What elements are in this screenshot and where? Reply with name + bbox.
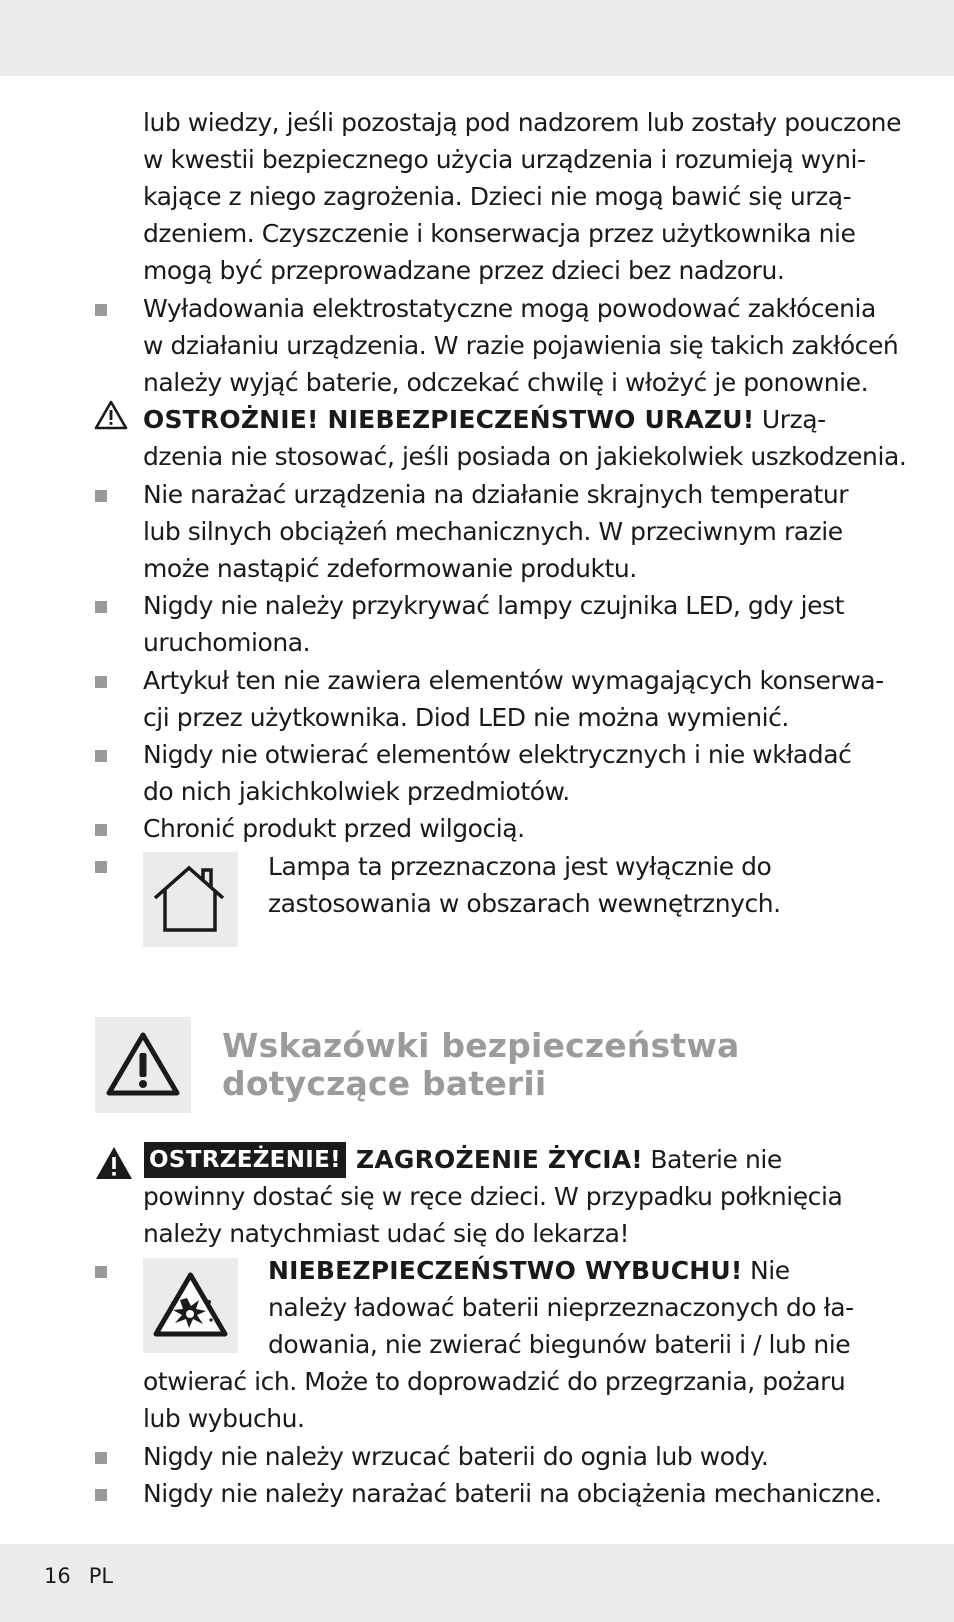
explosion-text-line: dowania, nie zwierać biegunów baterii i / lub nie <box>268 1330 851 1359</box>
warning-triangle-icon <box>95 1146 133 1180</box>
bullet-marker <box>95 824 107 836</box>
temp-line: może nastąpić zdeformowanie produktu. <box>143 554 637 583</box>
mech-line: Nigdy nie należy narażać baterii na obciążenia mechaniczne. <box>143 1479 882 1508</box>
section-heading: Wskazówki bezpieczeństwa <box>222 1026 740 1065</box>
header-band <box>0 0 954 76</box>
warning-text-line: należy natychmiast udać się do lekarza! <box>143 1219 630 1248</box>
caution-tail: Urzą- <box>754 405 826 434</box>
explosion-text-line: należy ładować baterii nieprzeznaczonych do ła- <box>268 1293 854 1322</box>
esd-line: należy wyjąć baterie, odczekać chwilę i włożyć je ponownie. <box>143 368 869 397</box>
bullet-marker <box>95 1266 107 1278</box>
warning-triangle-icon <box>94 400 128 430</box>
bullet-marker <box>95 1452 107 1464</box>
caution-line: dzenia nie stosować, jeśli posiada on jakiekolwiek uszkodzenia. <box>143 442 907 471</box>
page-number: 16 <box>44 1564 71 1588</box>
temp-line: lub silnych obciążeń mechanicznych. W przeciwnym razie <box>143 517 843 546</box>
indoor-icon-box <box>143 852 238 947</box>
explosion-heading: NIEBEZPIECZEŃSTWO WYBUCHU! <box>268 1256 743 1285</box>
warning-text-line: powinny dostać się w ręce dzieci. W przypadku połknięcia <box>143 1182 843 1211</box>
explosion-icon <box>153 1272 228 1338</box>
open-line: Nigdy nie otwierać elementów elektrycznych i nie wkładać <box>143 740 852 769</box>
esd-line: w działaniu urządzenia. W razie pojawienia się takich zakłóceń <box>143 331 899 360</box>
esd-line: Wyładowania elektrostatyczne mogą powodować zakłócenia <box>143 294 876 323</box>
explosion-text-line: otwierać ich. Może to doprowadzić do przegrzania, pożaru <box>143 1367 846 1396</box>
house-icon <box>151 864 229 934</box>
intro-line: kające z niego zagrożenia. Dzieci nie mogą bawić się urzą- <box>143 182 852 211</box>
warning-triangle-icon <box>105 1031 181 1097</box>
open-line: do nich jakichkolwiek przedmiotów. <box>143 777 570 806</box>
page-footer <box>44 1564 113 1588</box>
cover-line: uruchomiona. <box>143 628 311 657</box>
bullet-marker <box>95 1489 107 1501</box>
bullet-marker <box>95 676 107 688</box>
bullet-marker <box>95 490 107 502</box>
bullet-marker <box>95 750 107 762</box>
intro-line: dzeniem. Czyszczenie i konserwacja przez użytkownika nie <box>143 219 856 248</box>
intro-line: mogą być przeprowadzane przez dzieci bez nadzoru. <box>143 256 785 285</box>
cover-line: Nigdy nie należy przykrywać lampy czujnika LED, gdy jest <box>143 591 844 620</box>
maint-line: cji przez użytkownika. Diod LED nie można wymienić. <box>143 703 789 732</box>
intro-line: w kwestii bezpiecznego użycia urządzenia i rozumieją wyni- <box>143 145 866 174</box>
section-heading: dotyczące baterii <box>222 1064 547 1103</box>
maint-line: Artykuł ten nie zawiera elementów wymagających konserwa- <box>143 666 884 695</box>
warning-tail: Baterie nie <box>642 1145 782 1174</box>
explosion-text-line: lub wybuchu. <box>143 1404 305 1433</box>
page-language: PL <box>88 1564 114 1588</box>
explosion-tail: Nie <box>742 1256 790 1285</box>
indoor-line: zastosowania w obszarach wewnętrznych. <box>268 889 781 918</box>
intro-line: lub wiedzy, jeśli pozostają pod nadzorem lub zostały pouczone <box>143 108 901 137</box>
bullet-marker <box>95 304 107 316</box>
warning-line <box>356 1141 782 1178</box>
battery-warning-icon-box <box>95 1017 191 1113</box>
caution-heading: OSTROŻNIE! NIEBEZPIECZEŃSTWO URAZU! <box>143 405 755 434</box>
explosion-icon-box <box>143 1258 238 1353</box>
warning-badge: OSTRZEŻENIE! <box>144 1142 346 1178</box>
bullet-marker <box>95 601 107 613</box>
bullet-marker <box>95 861 107 873</box>
footer-band <box>0 1544 954 1622</box>
explosion-line <box>268 1252 790 1289</box>
caution-line <box>143 401 826 438</box>
fire-line: Nigdy nie należy wrzucać baterii do ognia lub wody. <box>143 1442 769 1471</box>
indoor-line: Lampa ta przeznaczona jest wyłącznie do <box>268 852 772 881</box>
moisture-line: Chronić produkt przed wilgocią. <box>143 814 525 843</box>
warning-heading: ZAGROŻENIE ŻYCIA! <box>356 1145 643 1174</box>
temp-line: Nie narażać urządzenia na działanie skrajnych temperatur <box>143 480 849 509</box>
